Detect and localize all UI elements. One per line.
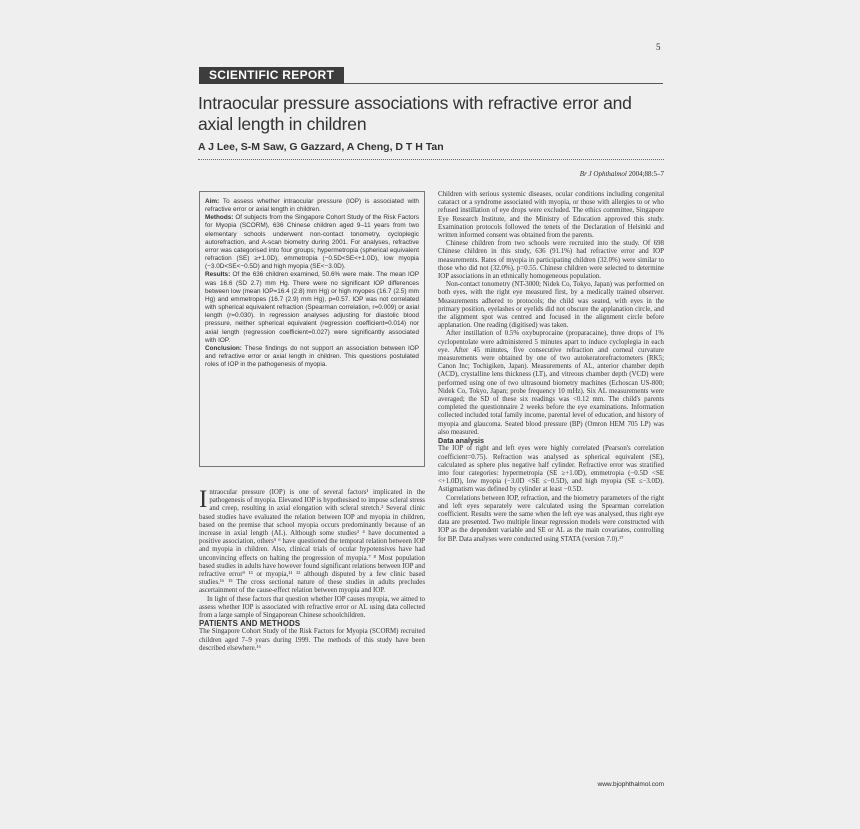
body-paragraph-4: After instillation of 0.5% oxybuprocaine (proparacaine), three drops of 1% cyclopentolate were administered 5 minutes apart to induce cycloplegia in each eye. After 45 minutes, five consecutive refraction and corneal curvature measurements were obtained by one of two autokeratorefractometers (RK5; Canon Inc; Tochigiken, Japan). Measurements of AL, anterior chamber depth (ACD), crystalline lens thickness (LT), and vitreous chamber depth (VCD) were performed using one of two ultrasound biometry machines (Echoscan US-800; Nidek Co, Tokyo, Japan; probe frequency 10 mHz). Six AL measurements were averaged; the SD of these six readings was <0.12 mm. The child's parents completed the questionnaire 2 weeks before the eye examinations. Information collected included total family income, parental level of education, and history of myopia and glaucoma. Seated blood pressure (BP) (Omron HEM 705 LP) was also measured. [438, 330, 664, 436]
author-list: A J Lee, S-M Saw, G Gazzard, A Cheng, D T H Tan [198, 141, 444, 153]
citation [540, 170, 664, 178]
body-paragraph-2: Chinese children from two schools were recruited into the study. Of 698 Chinese children in this study, 636 (91.1%) had refractive error and IOP measurements. Rates of myopia in participating children (32.0%) were similar to those who did not (32.0%), p=0.55. Chinese children were selected to determine IOP associations in an ethnically homogeneous population. [438, 240, 664, 281]
citation-ref: 2004;88:5–7 [626, 170, 664, 178]
methods-paragraph-1: The Singapore Cohort Study of the Risk Factors for Myopia (SCORM) recruited children aged 7–9 years during 1999. The methods of this study have been described elsewhere.¹⁶ [199, 628, 425, 652]
citation-journal: Br J Ophthalmol [579, 170, 627, 178]
body-paragraph-1: Children with serious systemic diseases, ocular conditions including congenital cataract or a syndrome associated with myopia, or those with allergies to or who refused instillation of eye drops were excluded. The ethics committee, Singapore Eye Research Institute, and the Ministry of Education approved this study. Examination protocols followed the tenets of the Declaration of Helsinki and written informed consent was obtained from the parents. [438, 191, 664, 240]
body-paragraph-5: The IOP of right and left eyes were highly correlated (Pearson's correlation coefficient=0.75). Refraction was analysed as spherical equivalent (SE), calculated as sphere plus negative half cylinder. Refractive error was stratified into four categories: hypermetropia (SE ≥+1.0D), emmetropia (−0.5D <SE <+1.0D), low myopia (−3.0D <SE ≤−0.5D), and high myopia (SE ≤−3.0D). Astigmatism was defined by cylinder at least −0.5D. [438, 445, 664, 494]
data-analysis-heading: Data analysis [438, 436, 484, 446]
section-banner: SCIENTIFIC REPORT [199, 67, 344, 84]
drop-cap: I [199, 486, 208, 513]
body-paragraph-6: Correlations between IOP, refraction, and the biometry parameters of the right and left eyes separately were calculated using the Spearman correlation coefficient. Results were the same when the left eye was analysed, thus right eye data are presented. Two multiple linear regression models were constructed with IOP as the dependent variable and SE or AL as the main covariates, controlling for BP. Data analyses were conducted using STATA (version 7.0).¹⁷ [438, 494, 664, 543]
dotted-divider [198, 159, 664, 160]
banner-rule [344, 83, 663, 84]
intro-text-1: ntraocular pressure (IOP) is one of several factors¹ implicated in the pathogenesis of myopia. Elevated IOP is hypothesised to impose scleral stress and creep, resulting in axial elongation with scleral stretch.² Several clinic based studies have evaluated the relation between IOP and myopia in children, based on the premise that school myopia occurs predominantly because of an increase in axial length (AL). Although some studies³ ⁴ have documented a positive association, others⁵ ⁶ have questioned the temporal relation between IOP and myopia in children. Also, clinical trials of ocular hypotensives have had unconvincing effects on halting the progression of myopia.⁷ ⁸ Most population based studies in adults have however found significant relations between IOP and refractive error⁹ ¹³ or myopia,¹¹ ¹² although disputed by a few clinic based studies.¹⁶ ¹⁵ The cross sectional nature of these studies in adults precludes ascertainment of the cause-effect relation between myopia and IOP. [199, 489, 425, 595]
results-label: Results: [205, 271, 231, 279]
methods-heading: PATIENTS AND METHODS [199, 619, 301, 629]
abstract-conclusion [205, 345, 419, 369]
article-title: Intraocular pressure associations with refractive error and axial length in children [198, 93, 632, 134]
page-number: 5 [656, 42, 661, 52]
conclusion-label: Conclusion: [205, 344, 242, 352]
abstract-aim [205, 198, 419, 214]
abstract-methods [205, 214, 419, 271]
results-text: Of the 636 children examined, 50.6% were male. The mean IOP was 16.6 (SD 2.7) mm Hg. There were no significant IOP differences between low (mean IOP=16.4 (2.8) mm Hg) or high myopes (16.7 (2.5) mm Hg) and emmetropes (16.7 (2.9) mm Hg), p=0.57. IOP was not correlated with spherical equivalent refraction (Spearman correlation, r=0.009) or axial length (r=0.030). In regression analyses adjusting for diastolic blood pressure, neither spherical equivalent (regression coefficient=0.014) nor axial length (regression coefficient=0.027) were significantly associated with IOP. [205, 271, 419, 344]
footer-url: www.bjophthalmol.com [597, 781, 664, 788]
body-paragraph-3: Non-contact tonometry (NT-3000; Nidek Co, Tokyo, Japan) was performed on both eyes, with the right eye measured first, by a medically trained observer. Measurements adhered to protocols; the child was seated, with eyes in the primary position, eyelashes or eyelids did not obscure the applanation circle, and the alignment spot was centred and focused in the alignment circle before applanation. One reading (digitised) was taken. [438, 281, 664, 330]
right-column [438, 191, 664, 544]
aim-text: To assess whether intraocular pressure (IOP) is associated with refractive error or axial length in children. [205, 198, 419, 214]
methods-text: Of subjects from the Singapore Cohort Study of the Risk Factors for Myopia (SCORM), 636 Chinese children aged 9–11 years from two elementary schools underwent non-contact tonometry, cycloplegic autorefraction, and A-scan biometry during 2001. For analyses, refractive error was categorised into four groups; hypermetropia (spherical equivalent refraction (SE) ≥+1.0D), emmetropia (−0.5D<SE<+1.0D), low myopia (−3.0D<SE<−0.5D) and high myopia (SE<−3.0D). [205, 214, 419, 271]
abstract-results [205, 271, 419, 344]
aim-label: Aim: [205, 198, 220, 205]
abstract-box [199, 191, 425, 467]
left-column [199, 486, 425, 653]
methods-label: Methods: [205, 214, 234, 222]
intro-paragraph-2: In light of these factors that question whether IOP causes myopia, we aimed to assess whether IOP is associated with refractive error or AL using data collected from a large sample of Singaporean Chinese schoolchildren. [199, 595, 425, 620]
conclusion-text: These findings do not support an association between IOP and refractive error or axial length in children. This questions postulated roles of IOP in the pathogenesis of myopia. [205, 344, 419, 369]
intro-paragraph-1 [199, 486, 425, 596]
